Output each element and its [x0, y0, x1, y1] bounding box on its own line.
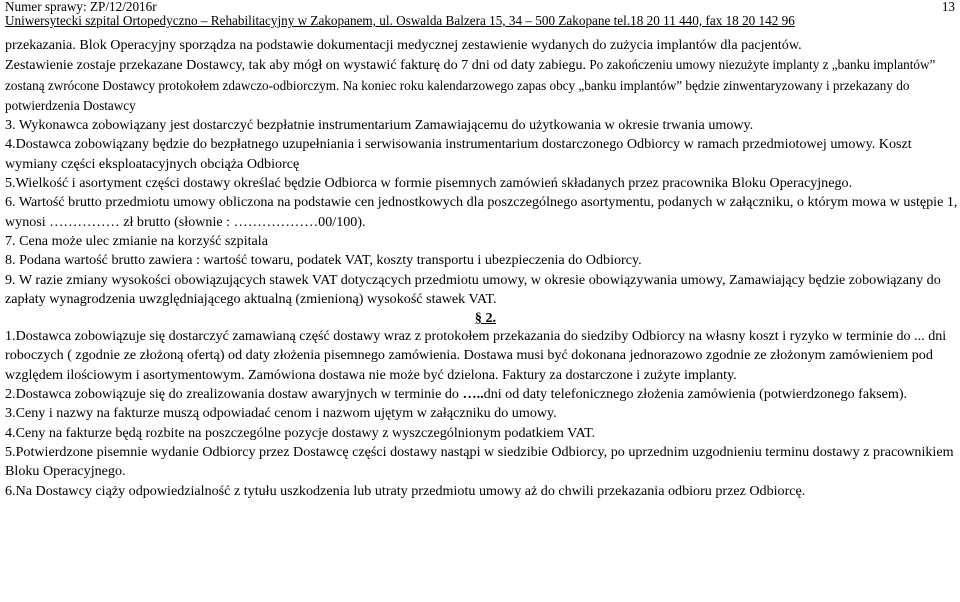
- case-number: Numer sprawy: ZP/12/2016r: [5, 0, 157, 14]
- section-item: 6.Na Dostawcy ciąży odpowiedzialność z tytułu uszkodzenia lub utraty przedmiotu umowy aż do chwili przekazania odbioru przez Odbiorcę.: [5, 482, 806, 499]
- section-item: 4.Ceny na fakturze będą rozbite na poszczególne pozycje dostawy z wyszczególnionym podatkiem VAT.: [5, 424, 596, 441]
- paragraph: 8. Podana wartość brutto zawiera : wartość towaru, podatek VAT, koszty transportu i ubezpieczenia do Odbiorcy.: [5, 252, 642, 269]
- section-item: 5.Potwierdzone pisemnie wydanie Odbiorcy przez Dostawcę części dostawy nastąpi w siedzibie Odbiorcy, po uprzednim uzgodnieniu terminu dostawy z pracownikiem Bloku Operacyjnego.: [5, 443, 954, 480]
- paragraph: 3. Wykonawca zobowiązany jest dostarczyć bezpłatnie instrumentarium Zamawiającemu do użytkowania w okresie trwania umowy.: [5, 117, 754, 134]
- section-item-text: dni od daty telefonicznego złożenia zamówienia (potwierdzonego faksem).: [483, 386, 908, 403]
- paragraph: 9. W razie zmiany wysokości obowiązujących stawek VAT dotyczących przedmiotu umowy, w okresie obowiązywania umowy, Zamawiający będzie zobowiązany do zapłaty wynagrodzenia uwzględniającego aktualną (zmienioną) wysokość stawek VAT.: [5, 271, 941, 307]
- paragraph-text: Zestawienie zostaje przekazane Dostawcy, tak aby mógł on wystawić fakturę do 7 dni od daty zabiegu.: [5, 57, 587, 74]
- paragraph: przekazania. Blok Operacyjny sporządza na podstawie dokumentacji medycznej zestawienie wydanych do zużycia implantów dla pacjentów.: [5, 37, 802, 53]
- paragraph: 6. Wartość brutto przedmiotu umowy obliczona na podstawie cen jednostkowych dla poszczególnego asortymentu, podanych w załączniku, o którym mowa w ustępie 1, wynosi …………… zł brutto (słownie : ………………00/100).: [5, 194, 958, 230]
- section-item-text: 2.Dostawca zobowiązuje się do zrealizowania dostaw awaryjnych w terminie do: [5, 386, 463, 403]
- paragraph-text-small: Po zakończeniu umowy niezużyte implanty z „banku implantów” zostaną zwrócone Dostawcy protokołem zdawczo-odbiorczym. Na koniec roku kalendarzowego zapas obcy „banku implantów” będzie zinwentaryzowany i przekazany do potwierdzenia Dostawcy: [5, 57, 936, 113]
- page-header: [5, 0, 955, 28]
- section-item-blank: …..: [462, 386, 484, 403]
- section-title: § 2.: [474, 310, 497, 327]
- paragraph: 4.Dostawca zobowiązany będzie do bezpłatnego uzupełniania i serwisowania instrumentarium dostarczonego Odbiorcy w ramach przedmiotowej umowy. Koszt wymiany części eksploatacyjnych obciąża Odbiorcę: [5, 136, 912, 172]
- paragraph: 5.Wielkość i asortyment części dostawy określać będzie Odbiorca w formie pisemnych zamówień składanych przez pracownika Bloku Operacyjnego.: [5, 175, 853, 192]
- page-number: 13: [941, 0, 955, 14]
- paragraph: 7. Cena może ulec zmianie na korzyść szpitala: [5, 232, 268, 249]
- header-top-row: [5, 0, 955, 14]
- section-item: 3.Ceny i nazwy na fakturze muszą odpowiadać cenom i nazwom ujętym w załączniku do umowy.: [5, 405, 557, 422]
- paragraph: [5, 55, 960, 116]
- institution-address: Uniwersytecki szpital Ortopedyczno – Rehabilitacyjny w Zakopanem, ul. Oswalda Balzera 15, 34 – 500 Zakopane tel.18 20 11 440, fax 18 20 142 96: [5, 13, 795, 28]
- document-body: [5, 36, 960, 501]
- section-item: [5, 385, 960, 404]
- section-item: 1.Dostawca zobowiązuje się dostarczyć zamawianą część dostawy wraz z protokołem przekazania do siedziby Odbiorcy na własny koszt i ryzyko w terminie do ... dni roboczych ( zgodnie ze złożoną ofertą) od daty złożenia pisemnego zamówienia. Dostawa musi być dokonana jednorazowo zgodnie ze złożonym zamówieniem pod względem ilościowym i asortymentowym. Zamówiona dostawa nie może być dzielona. Faktury za dostarczone i zużyte implanty.: [5, 328, 947, 383]
